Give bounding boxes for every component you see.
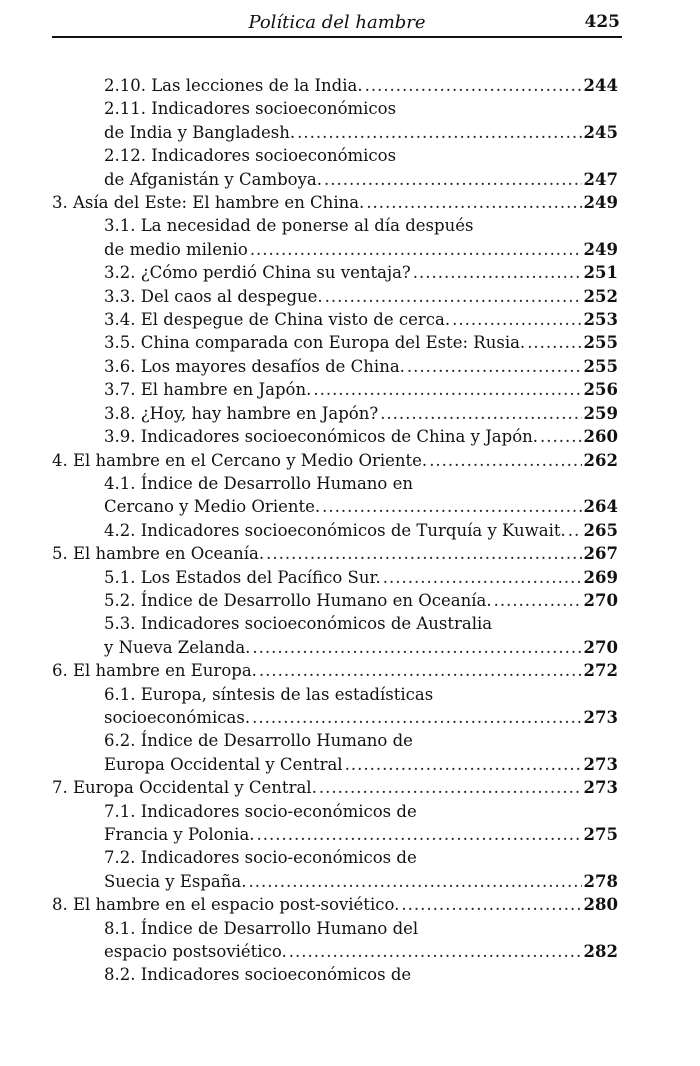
dot-leader [407, 355, 582, 378]
toc-entry-last-line [104, 519, 618, 542]
toc-chapter-entry[interactable] [52, 542, 618, 565]
toc-section-entry[interactable] [52, 378, 618, 401]
dot-leader [380, 402, 581, 425]
toc-entry-last-line [104, 378, 618, 401]
toc-entry-last-line [104, 238, 618, 261]
toc-section-entry[interactable] [52, 308, 618, 331]
toc-chapter-entry[interactable] [52, 893, 618, 916]
toc-section-entry[interactable] [52, 472, 618, 519]
toc-section-entry[interactable] [52, 683, 618, 730]
toc-entry-text: 5.2. Índice de Desarrollo Humano en Oceanía. [104, 590, 492, 610]
toc-section-entry[interactable] [52, 355, 618, 378]
toc-entry-text: 3.9. Indicadores socioeconómicos de China y Japón. [104, 427, 539, 447]
dot-leader [365, 74, 582, 97]
dot-leader [429, 449, 581, 472]
toc-page-number: 273 [583, 707, 618, 727]
toc-entry-last-line [104, 331, 618, 354]
toc-entry-last-line [104, 121, 618, 144]
toc-entry-text: de medio milenio [104, 239, 248, 259]
dot-leader [259, 659, 582, 682]
toc-entry-text: 3.1. La necesidad de ponerse al día después [104, 216, 474, 236]
toc-page-number: 265 [583, 520, 618, 540]
dot-leader [313, 378, 581, 401]
toc-page-number: 273 [583, 754, 618, 774]
toc-entry-last-line [52, 659, 618, 682]
toc-entry-text: 3.7. El hambre en Japón. [104, 380, 312, 400]
toc-entry-last-line [104, 823, 618, 846]
toc-entry-text: 5. El hambre en Oceanía. [52, 544, 265, 564]
toc-entry-last-line [104, 308, 618, 331]
toc-entry-last-line [104, 589, 618, 612]
toc-page-number: 251 [583, 263, 618, 283]
dot-leader [319, 776, 582, 799]
toc-entry-text: 7.2. Indicadores socio-económicos de [104, 848, 417, 868]
dot-leader [401, 893, 581, 916]
toc-entry-text: Cercano y Medio Oriente. [104, 497, 321, 517]
toc-chapter-entry[interactable] [52, 659, 618, 682]
toc-entry-last-line [52, 542, 618, 565]
toc-page-number: 249 [583, 193, 618, 213]
toc-entry-text: 6.1. Europa, síntesis de las estadísticas [104, 684, 434, 704]
dot-leader [568, 519, 582, 542]
dot-leader [324, 168, 582, 191]
toc-entry-text: 7. Europa Occidental y Central. [52, 778, 317, 798]
toc-page-number: 273 [583, 778, 618, 798]
toc-section-entry[interactable] [52, 402, 618, 425]
toc-entry-text: 2.10. Las lecciones de la India. [104, 76, 363, 95]
dot-leader [366, 191, 581, 214]
toc-page-number: 256 [583, 380, 618, 400]
toc-entry-last-line [52, 449, 618, 472]
dot-leader [325, 285, 582, 308]
toc-entry-last-line [104, 168, 618, 191]
toc-entry-text: 6.2. Índice de Desarrollo Humano de [104, 731, 413, 751]
toc-entry-last-line [52, 776, 618, 799]
toc-entry-last-line [104, 402, 618, 425]
toc-entry-text: 3.3. Del caos al despegue. [104, 286, 323, 306]
toc-entry-text: 5.3. Indicadores socioeconómicos de Australia [104, 614, 493, 634]
toc-entry-last-line [104, 753, 618, 776]
dot-leader [297, 121, 581, 144]
dot-leader [413, 261, 582, 284]
toc-entry-last-line [104, 940, 618, 963]
toc-entry-text: de Afganistán y Camboya. [104, 169, 322, 189]
toc-entry-text: 8.1. Índice de Desarrollo Humano del [104, 918, 419, 938]
toc-entry-text: 3.2. ¿Cómo perdió China su ventaja? [104, 263, 411, 283]
toc-entry-text: 2.12. Indicadores socioeconómicos [104, 146, 397, 166]
dot-leader [383, 566, 582, 589]
toc-page-number: 252 [583, 286, 618, 306]
toc-entry-last-line [104, 261, 618, 284]
toc-page-number: 267 [583, 544, 618, 564]
toc-section-entry[interactable] [52, 144, 618, 191]
toc-section-entry[interactable] [52, 612, 618, 659]
toc-entry-text: 8. El hambre en el espacio post-soviético. [52, 895, 400, 915]
toc-section-entry[interactable] [52, 566, 618, 589]
toc-section-entry[interactable] [52, 285, 618, 308]
toc-entry-last-line [104, 870, 618, 893]
toc-entry-text: 4. El hambre en el Cercano y Medio Oriente. [52, 450, 428, 470]
toc-entry-last-line [104, 355, 618, 378]
running-header [52, 8, 622, 38]
toc-entry-last-line [52, 893, 618, 916]
toc-page-number: 255 [583, 356, 618, 376]
toc-chapter-entry[interactable] [52, 776, 618, 799]
dot-leader [322, 495, 581, 518]
toc-entry-text: 8.2. Indicadores socioeconómicos de [104, 965, 412, 985]
toc-section-entry[interactable] [52, 425, 618, 448]
toc-section-entry[interactable] [52, 917, 618, 964]
toc-entry-last-line [104, 706, 618, 729]
toc-chapter-entry[interactable] [52, 449, 618, 472]
toc-entry-last-line [104, 636, 618, 659]
toc-entry-text: Suecia y España. [104, 871, 247, 891]
toc-section-entry[interactable] [52, 97, 618, 144]
toc-page-number: 262 [583, 450, 618, 470]
dot-leader [257, 823, 582, 846]
dot-leader [494, 589, 582, 612]
toc-entry-text: 6. El hambre en Europa. [52, 661, 257, 681]
toc-page-number: 259 [583, 403, 618, 423]
toc-entry-text: y Nueva Zelanda. [104, 637, 251, 657]
toc-entry-text: 3.8. ¿Hoy, hay hambre en Japón? [104, 403, 379, 423]
toc-page-number: 278 [583, 871, 618, 891]
toc-entry-text: 3. Asía del Este: El hambre en China. [52, 193, 365, 213]
toc-entry-last-line [104, 963, 618, 986]
toc-page-number: 275 [583, 825, 618, 844]
dot-leader [252, 636, 581, 659]
toc-entry-text: 3.4. El despegue de China visto de cerca. [104, 310, 451, 330]
toc-section-entry[interactable] [52, 589, 618, 612]
page-number: 425 [584, 12, 620, 32]
toc-page-number: 270 [583, 637, 618, 657]
toc-entry-last-line [104, 425, 618, 448]
toc-page-number: 247 [583, 169, 618, 189]
dot-leader [527, 331, 581, 354]
toc-entry-text: 2.11. Indicadores socioeconómicos [104, 99, 397, 119]
toc-section-entry[interactable] [52, 74, 618, 97]
dot-leader [345, 753, 582, 776]
toc-page-number: 245 [583, 122, 618, 142]
toc-section-entry[interactable] [52, 800, 618, 847]
toc-section-entry[interactable] [52, 729, 618, 776]
toc-section-entry[interactable] [52, 214, 618, 261]
toc-entry-text: 3.6. Los mayores desafíos de China. [104, 356, 405, 376]
toc-entry-text: socioeconómicas. [104, 707, 251, 727]
toc-page-number: 249 [583, 239, 618, 259]
dot-leader [289, 940, 582, 963]
toc-entry-text: 4.1. Índice de Desarrollo Humano en [104, 473, 413, 493]
dot-leader [250, 238, 582, 261]
dot-leader [248, 870, 581, 893]
dot-leader [452, 308, 581, 331]
toc-entry-last-line [52, 191, 618, 214]
toc-page-number: 253 [583, 310, 618, 330]
dot-leader [540, 425, 582, 448]
toc-page-number: 260 [583, 427, 618, 447]
dot-leader [266, 542, 581, 565]
toc-page-number: 269 [583, 567, 618, 587]
table-of-contents [52, 74, 618, 987]
toc-page-number: 272 [583, 661, 618, 681]
toc-entry-last-line [104, 74, 618, 97]
toc-entry-last-line [104, 285, 618, 308]
toc-entry-text: Francia y Polonia. [104, 825, 255, 844]
toc-section-entry[interactable] [52, 846, 618, 893]
toc-page-number: 282 [583, 942, 618, 962]
toc-entry-last-line [104, 566, 618, 589]
toc-entry-text: de India y Bangladesh. [104, 122, 296, 142]
toc-entry-text: Europa Occidental y Central [104, 754, 343, 774]
toc-entry-text: espacio postsoviético. [104, 942, 287, 962]
toc-page-number: 270 [583, 590, 618, 610]
toc-page-number: 264 [583, 497, 618, 517]
toc-section-entry[interactable] [52, 963, 618, 986]
toc-section-entry[interactable] [52, 331, 618, 354]
toc-page-number: 255 [583, 333, 618, 353]
toc-entry-last-line [104, 495, 618, 518]
toc-entry-text: 3.5. China comparada con Europa del Este: Rusia. [104, 333, 526, 353]
toc-page-number: 244 [583, 76, 618, 95]
running-header-title: Política del hambre [248, 12, 426, 33]
toc-page-number: 280 [583, 895, 618, 915]
toc-section-entry[interactable] [52, 519, 618, 542]
toc-entry-text: 7.1. Indicadores socio-económicos de [104, 801, 417, 821]
toc-chapter-entry[interactable] [52, 191, 618, 214]
toc-section-entry[interactable] [52, 261, 618, 284]
toc-entry-text: 5.1. Los Estados del Pacífico Sur. [104, 567, 381, 587]
toc-entry-text: 4.2. Indicadores socioeconómicos de Turquía y Kuwait. [104, 520, 566, 540]
dot-leader [252, 706, 581, 729]
